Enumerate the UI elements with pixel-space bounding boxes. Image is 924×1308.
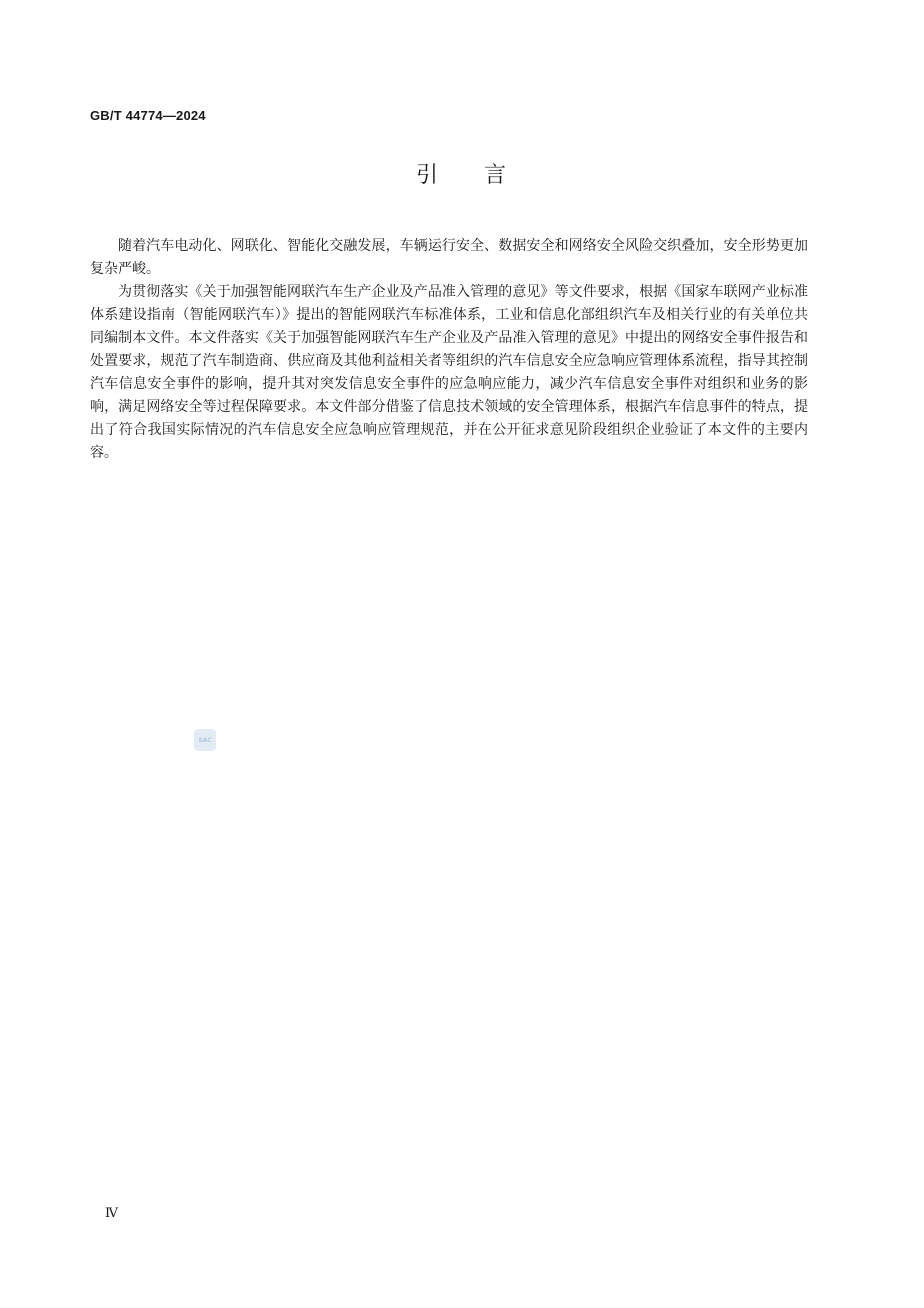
standard-code: GB/T 44774—2024	[90, 108, 206, 123]
introduction-body	[90, 235, 808, 465]
watermark-logo-icon: SAC	[194, 729, 216, 751]
section-title-char-1: 引	[415, 163, 440, 188]
paragraph-2: 为贯彻落实《关于加强智能网联汽车生产企业及产品准入管理的意见》等文件要求，根据《国家车联网产业标准体系建设指南（智能网联汽车）》提出的智能网联汽车标准体系，工业和信息化部组织汽车及相关行业的有关单位共同编制本文件。本文件落实《关于加强智能网联汽车生产企业及产品准入管理的意见》中提出的网络安全事件报告和处置要求，规范了汽车制造商、供应商及其他利益相关者等组织的汽车信息安全应急响应管理体系流程，指导其控制汽车信息安全事件的影响，提升其对突发信息安全事件的应急响应能力，减少汽车信息安全事件对组织和业务的影响，满足网络安全等过程保障要求。本文件部分借鉴了信息技术领域的安全管理体系，根据汽车信息事件的特点，提出了符合我国实际情况的汽车信息安全应急响应管理规范，并在公开征求意见阶段组织企业验证了本文件的主要内容。	[90, 284, 808, 461]
page-number: Ⅳ	[105, 1206, 118, 1221]
section-title	[0, 158, 924, 189]
section-title-char-2: 言	[484, 163, 509, 188]
paragraph-1: 随着汽车电动化、网联化、智能化交融发展，车辆运行安全、数据安全和网络安全风险交织叠加，安全形势更加复杂严峻。	[90, 238, 808, 277]
